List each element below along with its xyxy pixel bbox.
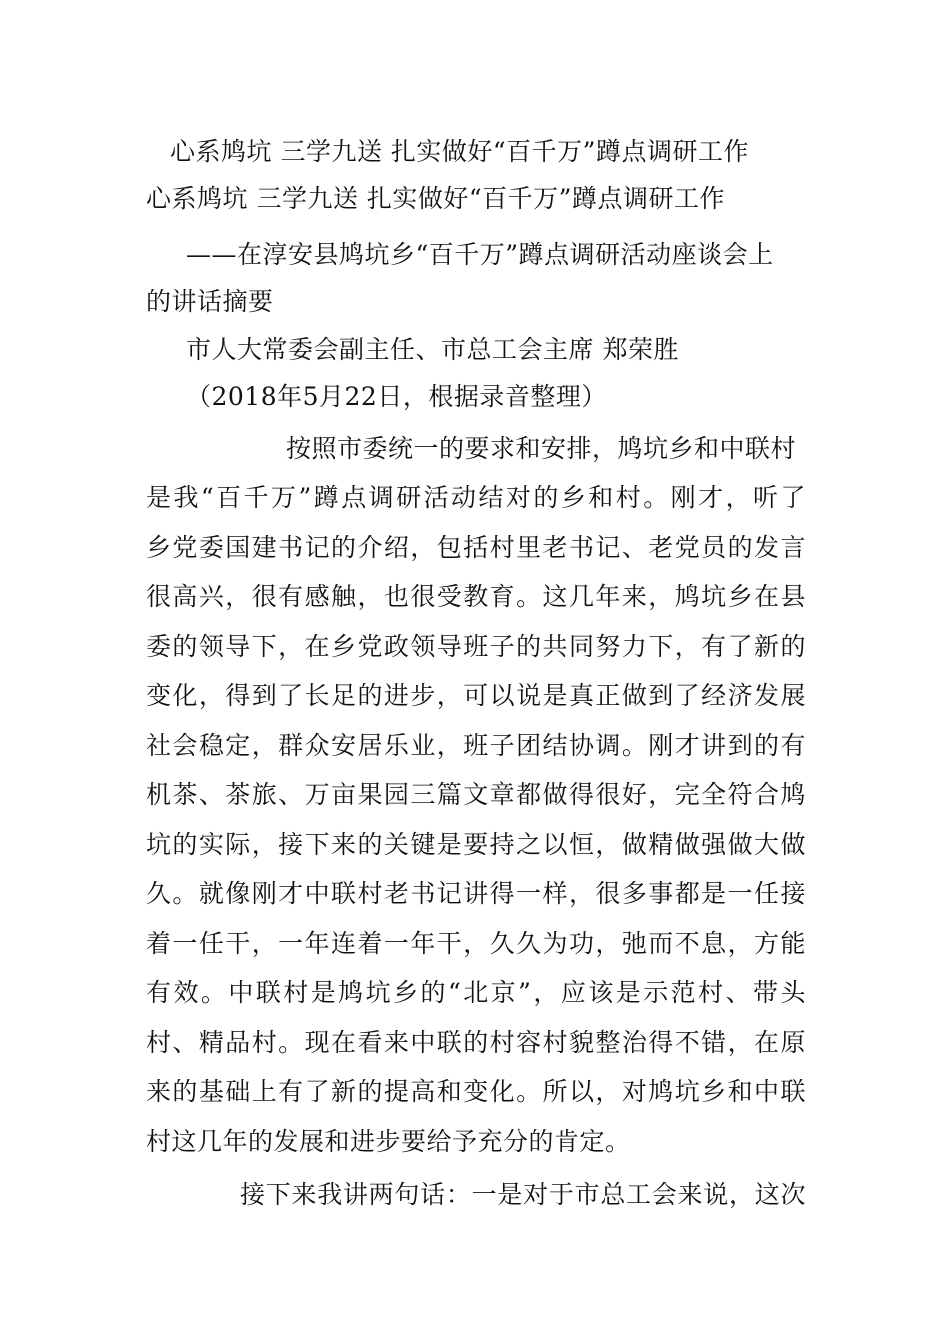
paragraph-2-first-line: 接下来我讲两句话：一是对于市总工会来说，这次 xyxy=(240,1180,806,1209)
paragraph-line: 乡党委国建书记的介绍，包括村里老书记、老党员的发言 xyxy=(146,533,806,562)
document-title-top: 心系鸠坑 三学九送 扎实做好“百千万”蹲点调研工作 xyxy=(170,137,749,166)
document-subtitle: ——在淳安县鸠坑乡“百千万”蹲点调研活动座谈会上 xyxy=(186,240,774,269)
paragraph-line: 很高兴，很有感触，也很受教育。这几年来，鸠坑乡在县 xyxy=(146,582,806,611)
document-title: 心系鸠坑 三学九送 扎实做好“百千万”蹲点调研工作 xyxy=(146,184,725,213)
date-note: （2018年5月22日，根据录音整理） xyxy=(186,382,607,411)
paragraph-line: 社会稳定，群众安居乐业，班子团结协调。刚才讲到的有 xyxy=(146,731,806,760)
paragraph-line: 村、精品村。现在看来中联的村容村貌整治得不错，在原 xyxy=(146,1028,806,1057)
paragraph-line: 来的基础上有了新的提高和变化。所以，对鸠坑乡和中联 xyxy=(146,1077,806,1106)
author-line: 市人大常委会副主任、市总工会主席 郑荣胜 xyxy=(186,335,679,364)
paragraph-line: 按照市委统一的要求和安排，鸠坑乡和中联村 xyxy=(286,434,797,463)
paragraph-line: 变化，得到了长足的进步，可以说是真正做到了经济发展 xyxy=(146,681,806,710)
paragraph-line: 着一任干，一年连着一年干，久久为功，弛而不息，方能 xyxy=(146,929,806,958)
paragraph-line: 有效。中联村是鸠坑乡的“北京”，应该是示范村、带头 xyxy=(146,978,806,1007)
paragraph-line: 委的领导下，在乡党政领导班子的共同努力下，有了新的 xyxy=(146,632,806,661)
paragraph-line: 是我“百千万”蹲点调研活动结对的乡和村。刚才，听了 xyxy=(146,483,806,512)
paragraph-line: 机茶、茶旅、万亩果园三篇文章都做得很好，完全符合鸠 xyxy=(146,780,806,809)
paragraph-line: 村这几年的发展和进步要给予充分的肯定。 xyxy=(146,1127,631,1156)
document-subtitle-continued: 的讲话摘要 xyxy=(146,287,274,316)
paragraph-line: 坑的实际，接下来的关键是要持之以恒，做精做强做大做 xyxy=(146,830,806,859)
paragraph-line: 久。就像刚才中联村老书记讲得一样，很多事都是一任接 xyxy=(146,879,806,908)
